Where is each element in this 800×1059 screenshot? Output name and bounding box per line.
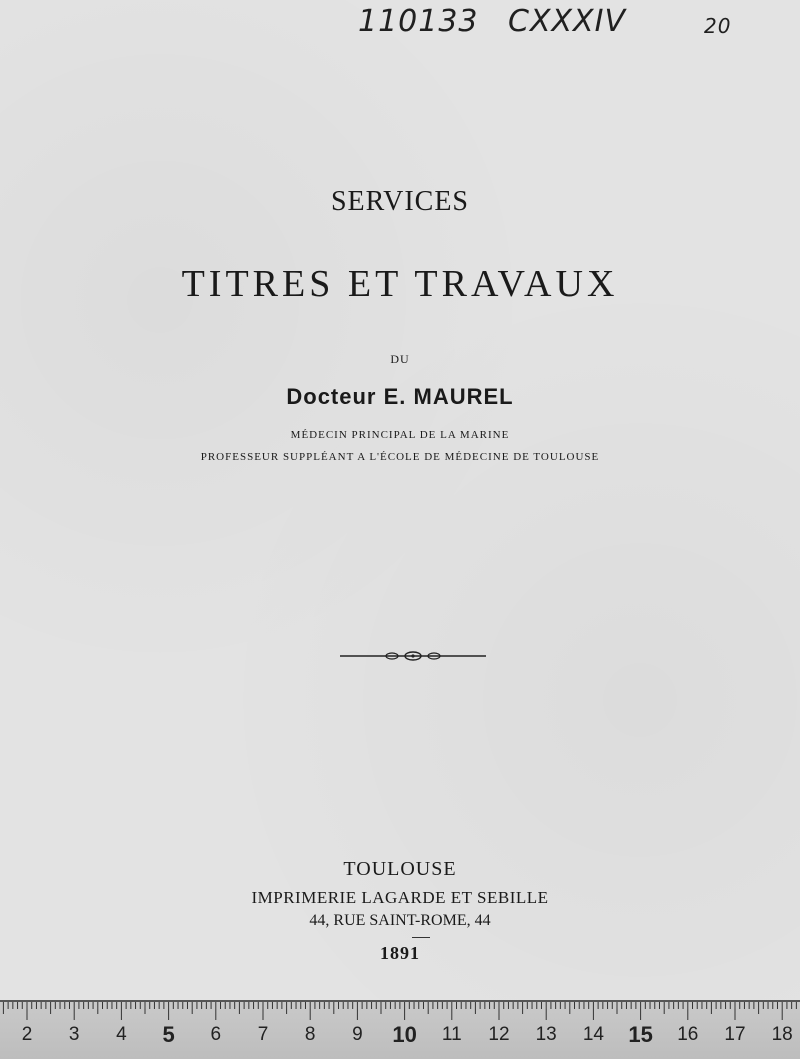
ruler-number: 15 xyxy=(628,1022,653,1047)
publication-year: 1891 xyxy=(380,943,420,963)
handwritten-class: CXXXIV xyxy=(508,4,626,39)
ruler-number: 11 xyxy=(441,1024,462,1045)
ruler-number: 14 xyxy=(582,1024,604,1045)
title-main: TITRES ET TRAVAUX xyxy=(181,263,619,305)
publisher-printer: IMPRIMERIE LAGARDE ET SEBILLE xyxy=(251,888,549,907)
ruler-number: 17 xyxy=(724,1024,746,1045)
author-role-1: MÉDECIN PRINCIPAL DE LA MARINE xyxy=(290,429,510,441)
measuring-ruler xyxy=(0,1000,800,1059)
ruler-number: 13 xyxy=(535,1024,557,1045)
handwritten-id: 110133 xyxy=(358,4,479,39)
ruler-number: 2 xyxy=(21,1024,33,1045)
ruler-number: 8 xyxy=(304,1024,316,1045)
ruler-number: 4 xyxy=(116,1024,127,1045)
ruler-number: 9 xyxy=(352,1024,363,1045)
ruler-number: 7 xyxy=(257,1024,269,1045)
year-dash xyxy=(412,937,430,938)
ruler-number: 10 xyxy=(392,1022,417,1047)
author-role-2: PROFESSEUR SUPPLÉANT A L'ÉCOLE DE MÉDECINE DE TOULOUSE xyxy=(200,451,600,463)
ruler-number: 12 xyxy=(488,1024,510,1045)
publisher-city: TOULOUSE xyxy=(343,858,457,880)
title-services: SERVICES xyxy=(330,186,469,217)
title-du: DU xyxy=(390,352,410,366)
ruler-number: 6 xyxy=(210,1024,222,1045)
publisher-address: 44, RUE SAINT-ROME, 44 xyxy=(309,912,491,929)
author-name: Docteur E. MAUREL xyxy=(286,384,514,409)
ornament-divider xyxy=(340,648,486,664)
handwritten-number: 20 xyxy=(704,14,732,38)
ruler-number: 16 xyxy=(677,1024,699,1045)
ruler-number: 5 xyxy=(162,1022,175,1047)
ruler-number: 3 xyxy=(68,1024,80,1045)
ruler-number: 18 xyxy=(771,1024,793,1045)
